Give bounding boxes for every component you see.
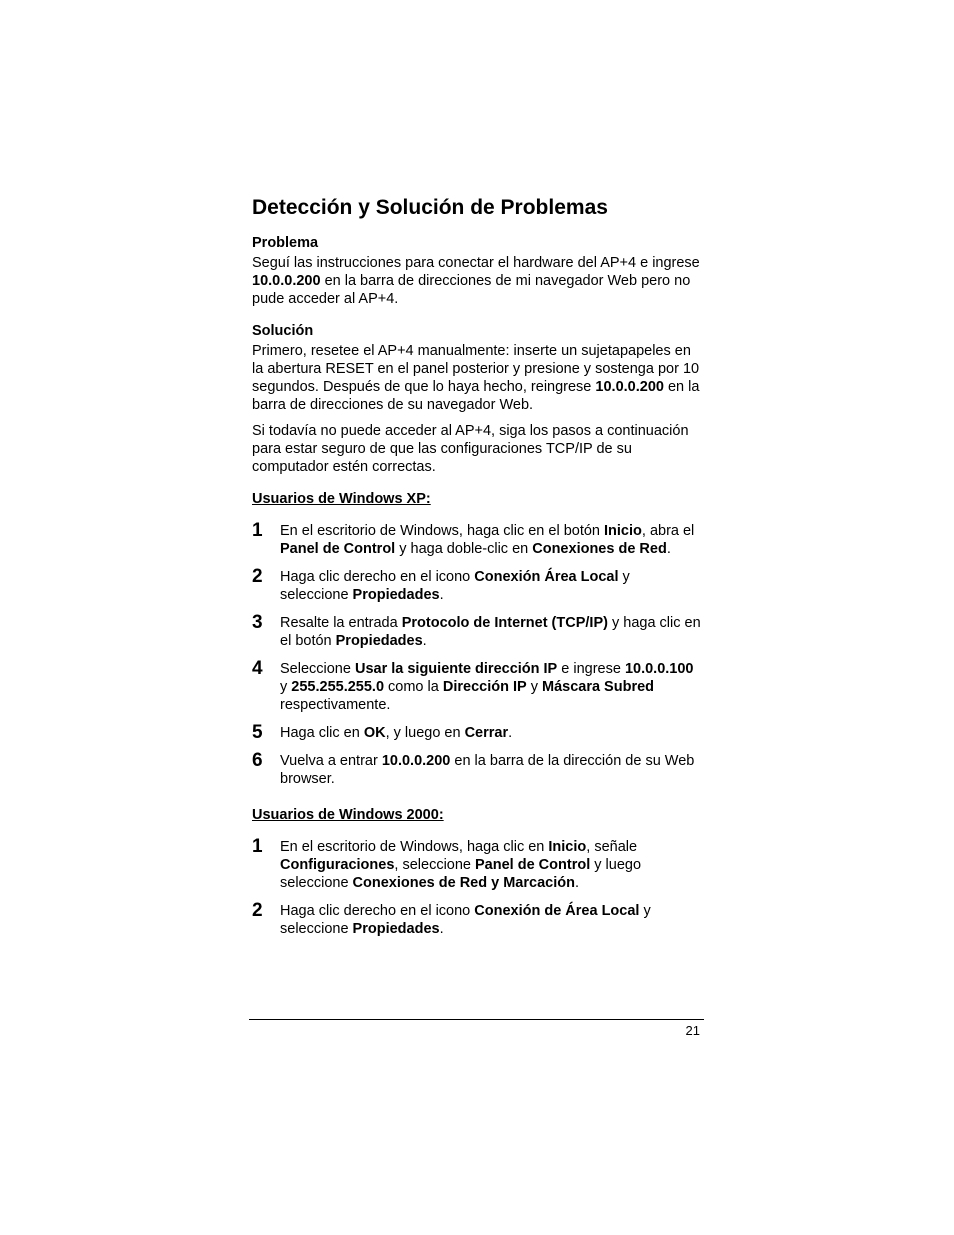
text-run: Seguí las instrucciones para conectar el hardware del AP+4 e ingrese: [252, 255, 700, 271]
bold-text: 10.0.0.200: [381, 753, 451, 769]
bold-text: Conexiones de Red y Marcación: [352, 875, 575, 891]
solution-paragraph-2: [252, 422, 702, 476]
step-number: 3: [252, 612, 263, 633]
text-run: Primero, resetee el AP+4 manualmente: inserte un sujetapapeles en la abertura RESET en el panel posterior y presione y sostenga por 10 segundos. Después de que lo haya hecho, reingrese: [252, 343, 700, 395]
bold-text: 10.0.0.100: [624, 661, 694, 677]
text-run: y: [526, 679, 542, 695]
text-run: Haga clic derecho en el icono: [280, 903, 475, 919]
text-run: .: [574, 875, 579, 891]
bold-text: 10.0.0.200: [595, 379, 664, 395]
step-number: 2: [252, 566, 263, 587]
step-number: 2: [252, 900, 263, 921]
solution-paragraph-1: [252, 342, 702, 414]
page-content: [252, 194, 702, 948]
step-item: [252, 724, 702, 742]
step-item: [252, 838, 702, 892]
text-run: y haga doble-clic en: [395, 541, 533, 557]
bold-text: Conexión de Área Local: [474, 903, 640, 919]
step-text: [280, 661, 694, 713]
step-number: 6: [252, 750, 263, 771]
footer-divider: [249, 1019, 704, 1020]
bold-text: Panel de Control: [280, 541, 396, 557]
step-item: [252, 614, 702, 650]
step-item: [252, 522, 702, 558]
bold-text: 10.0.0.200: [252, 273, 321, 289]
bold-text: Protocolo de Internet (TCP/IP): [401, 615, 608, 631]
step-item: [252, 568, 702, 604]
text-run: en la barra de direcciones de mi navegador Web pero no pude acceder al AP+4.: [252, 273, 691, 307]
bold-text: Propiedades: [352, 587, 440, 603]
step-text: [280, 569, 630, 603]
text-run: Seleccione: [280, 661, 355, 677]
page-title: Detección y Solución de Problemas: [252, 196, 608, 219]
bold-text: Cerrar: [464, 725, 509, 741]
step-text: [280, 523, 694, 557]
step-number: 1: [252, 520, 263, 541]
bold-text: Dirección IP: [442, 679, 527, 695]
text-run: y: [280, 679, 292, 695]
windows-xp-heading: Usuarios de Windows XP:: [252, 491, 431, 507]
text-run: respectivamente.: [280, 697, 391, 713]
text-run: .: [439, 587, 444, 603]
bold-text: Inicio: [548, 839, 587, 855]
step-text: [280, 839, 641, 891]
text-run: Si todavía no puede acceder al AP+4, siga los pasos a continuación para estar seguro de que las configuraciones TCP/IP de su computador estén correctas.: [252, 423, 689, 475]
step-item: [252, 902, 702, 938]
bold-text: 255.255.255.0: [291, 679, 385, 695]
windows-2000-heading: Usuarios de Windows 2000:: [252, 807, 444, 823]
step-text: [280, 753, 694, 787]
text-run: e ingrese: [557, 661, 625, 677]
bold-text: Configuraciones: [280, 857, 395, 873]
step-number: 1: [252, 836, 263, 857]
bold-text: Conexión Área Local: [474, 569, 619, 585]
solution-heading: Solución: [252, 323, 314, 339]
step-number: 4: [252, 658, 263, 679]
text-run: .: [508, 725, 513, 741]
bold-text: Conexiones de Red: [532, 541, 667, 557]
bold-text: Máscara Subred: [541, 679, 655, 695]
text-run: Haga clic en: [280, 725, 364, 741]
text-run: .: [666, 541, 671, 557]
text-run: Haga clic derecho en el icono: [280, 569, 475, 585]
text-run: , abra el: [641, 523, 695, 539]
text-run: como la: [384, 679, 443, 695]
windows-2000-steps: [252, 838, 702, 938]
problem-text: [252, 254, 702, 308]
text-run: .: [439, 921, 444, 937]
text-run: y haga clic en el botón: [280, 615, 701, 649]
bold-text: OK: [363, 725, 386, 741]
text-run: En el escritorio de Windows, haga clic en el botón: [280, 523, 605, 539]
text-run: y seleccione: [280, 903, 651, 937]
text-run: y seleccione: [280, 569, 630, 603]
bold-text: Propiedades: [352, 921, 440, 937]
step-text: [280, 725, 512, 741]
text-run: , seleccione: [394, 857, 476, 873]
step-text: [280, 903, 651, 937]
text-run: .: [422, 633, 427, 649]
text-run: en la barra de la dirección de su Web browser.: [280, 753, 695, 787]
bold-text: Usar la siguiente dirección IP: [354, 661, 558, 677]
text-run: en la barra de direcciones de su navegador Web.: [252, 379, 700, 413]
bold-text: Propiedades: [335, 633, 423, 649]
step-item: [252, 752, 702, 788]
step-number: 5: [252, 722, 263, 743]
bold-text: Inicio: [604, 523, 642, 539]
bold-text: Panel de Control: [475, 857, 591, 873]
step-text: [280, 615, 701, 649]
step-item: [252, 660, 702, 714]
text-run: y luego seleccione: [280, 857, 642, 891]
text-run: En el escritorio de Windows, haga clic en: [280, 839, 549, 855]
text-run: , señale: [586, 839, 638, 855]
page-number: 21: [685, 1023, 700, 1038]
windows-xp-steps: [252, 522, 702, 788]
problem-heading: Problema: [252, 235, 319, 251]
text-run: Vuelva a entrar: [280, 753, 382, 769]
text-run: , y luego en: [385, 725, 465, 741]
text-run: Resalte la entrada: [280, 615, 402, 631]
